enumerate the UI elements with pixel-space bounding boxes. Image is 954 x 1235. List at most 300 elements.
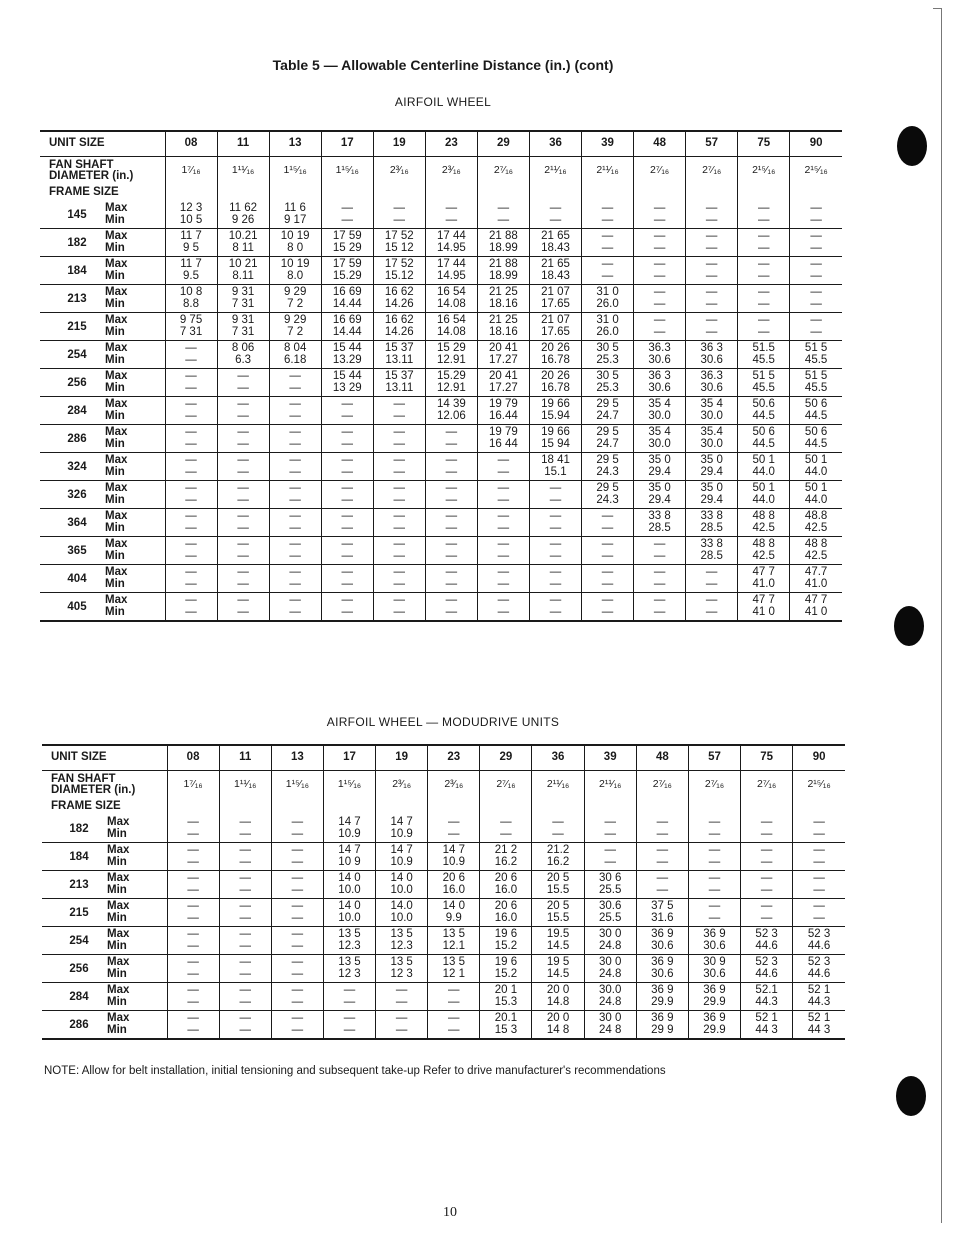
value-cell <box>790 341 842 369</box>
max-value: 14 7 <box>338 844 361 856</box>
value-cell <box>741 815 793 843</box>
max-value: — <box>185 426 197 438</box>
min-value: — <box>653 549 666 562</box>
min-value: — <box>810 213 822 226</box>
max-label: Max <box>107 928 130 940</box>
value-cell <box>480 843 532 871</box>
max-value: 13 5 <box>338 928 361 940</box>
max-value: 35 0 <box>648 454 671 466</box>
value-cell <box>219 983 271 1011</box>
min-value: 44.6 <box>755 967 778 980</box>
min-value: — <box>239 827 251 840</box>
max-value: 20 0 <box>546 1012 570 1024</box>
min-value: 18.16 <box>489 325 518 338</box>
max-value: — <box>185 510 197 522</box>
max-value: — <box>445 538 458 550</box>
min-value: 45.5 <box>752 353 775 366</box>
unit-size-cell: 29 <box>480 745 532 771</box>
min-value: — <box>601 241 614 254</box>
min-value: 30.6 <box>703 939 726 952</box>
max-value: 36 9 <box>651 956 674 968</box>
max-value: 20 26 <box>541 370 570 382</box>
min-value: 29.9 <box>651 995 674 1008</box>
value-cell <box>425 341 477 369</box>
min-value: 29.9 <box>703 995 726 1008</box>
value-cell <box>529 313 581 341</box>
max-value: — <box>237 426 249 438</box>
unit-size-cell: 75 <box>738 131 790 157</box>
max-label: Max <box>105 398 128 410</box>
value-cell <box>741 899 793 927</box>
min-value: 14.08 <box>436 325 466 338</box>
min-value: — <box>601 577 614 590</box>
value-cell <box>686 257 738 285</box>
value-cell <box>636 871 688 899</box>
frame-number: 254 <box>69 934 89 947</box>
value-cell <box>636 815 688 843</box>
value-cell <box>582 565 634 593</box>
value-cell <box>165 453 217 481</box>
min-value: — <box>289 577 301 590</box>
min-value: 30.0 <box>700 437 723 450</box>
max-value: 35 0 <box>700 482 723 494</box>
value-cell <box>738 481 790 509</box>
empty-cell <box>165 185 217 201</box>
fan-shaft-cell: 1¹⁵⁄₁₆ <box>269 157 321 186</box>
unit-size-cell: 17 <box>323 745 375 771</box>
value-cell <box>269 565 321 593</box>
frame-label <box>40 341 165 369</box>
value-cell <box>165 481 217 509</box>
fan-shaft-cell: 2¹¹⁄₁₆ <box>529 157 581 186</box>
max-value: 14 7 <box>390 844 413 856</box>
min-value: — <box>810 241 822 254</box>
max-value: 21 2 <box>494 844 518 856</box>
value-cell <box>428 843 480 871</box>
value-cell <box>321 593 373 622</box>
value-cell <box>321 565 373 593</box>
min-value: — <box>237 465 249 478</box>
empty-cell <box>582 185 634 201</box>
max-min-labels <box>105 427 127 450</box>
value-cell <box>373 369 425 397</box>
min-value: — <box>445 465 458 478</box>
value-cell <box>738 593 790 622</box>
min-value: 29.4 <box>700 465 723 478</box>
min-value: — <box>656 883 669 896</box>
min-value: 14.95 <box>436 241 466 254</box>
value-cell <box>584 955 636 983</box>
value-cell <box>323 899 375 927</box>
value-cell <box>634 425 686 453</box>
max-value: 14 7 <box>390 816 413 828</box>
max-value: — <box>393 398 406 410</box>
min-label: Min <box>105 297 125 310</box>
binder-hole-middle <box>894 606 924 646</box>
value-cell <box>477 369 529 397</box>
frame-label <box>40 229 165 257</box>
max-value: — <box>705 202 718 214</box>
max-value: 29 5 <box>596 454 619 466</box>
max-value: — <box>341 426 353 438</box>
max-value: 20 41 <box>489 370 518 382</box>
min-value: 16.0 <box>442 883 465 896</box>
value-cell <box>636 1011 688 1040</box>
max-value: 17 52 <box>384 258 414 270</box>
min-value: — <box>549 605 562 618</box>
empty-cell <box>793 799 845 815</box>
max-value: — <box>341 202 353 214</box>
fan-shaft-cell: 1¹¹⁄₁₆ <box>219 771 271 800</box>
frame-number: 365 <box>67 544 87 557</box>
max-value: 14 7 <box>442 844 465 856</box>
value-cell <box>219 955 271 983</box>
empty-cell <box>532 799 584 815</box>
max-value: — <box>393 510 406 522</box>
value-cell <box>636 843 688 871</box>
table-row <box>40 537 842 565</box>
max-value: 47 7 <box>752 594 775 606</box>
min-value: 44.5 <box>804 409 828 422</box>
min-value: 10.9 <box>338 827 361 840</box>
min-value: 24 8 <box>599 1023 622 1036</box>
min-value: — <box>448 995 460 1008</box>
unit-size-label: UNIT SIZE <box>42 745 167 771</box>
max-value: 30 0 <box>599 1012 622 1024</box>
max-value: 35 4 <box>700 398 723 410</box>
max-value: 21 88 <box>489 258 518 270</box>
value-cell <box>321 257 373 285</box>
min-value: — <box>237 549 249 562</box>
min-value: 24.8 <box>599 995 622 1008</box>
frame-label <box>40 537 165 565</box>
min-value: 10.9 <box>390 855 413 868</box>
min-value: — <box>185 577 197 590</box>
max-value: — <box>653 286 666 298</box>
footnote: NOTE: Allow for belt installation, initial tensioning and subsequent take-up Refer to drive manufacturer's recommendations <box>44 1065 666 1077</box>
min-value: 10 9 <box>338 855 361 868</box>
min-value: — <box>708 883 721 896</box>
value-cell <box>373 481 425 509</box>
value-cell <box>376 815 428 843</box>
value-cell <box>738 425 790 453</box>
min-value: 14.26 <box>384 297 414 310</box>
value-cell <box>165 313 217 341</box>
min-value: — <box>237 381 249 394</box>
value-cell <box>165 565 217 593</box>
value-cell <box>480 955 532 983</box>
frame-number: 326 <box>67 488 87 501</box>
max-value: — <box>705 314 718 326</box>
table-row <box>40 509 842 537</box>
value-cell <box>271 983 323 1011</box>
min-label: Min <box>105 325 125 338</box>
value-cell <box>634 313 686 341</box>
value-cell <box>738 313 790 341</box>
max-label: Max <box>105 454 128 466</box>
max-value: — <box>445 566 458 578</box>
max-value: — <box>237 594 249 606</box>
min-value: 24.8 <box>599 967 622 980</box>
min-value: — <box>653 297 666 310</box>
value-cell <box>688 843 740 871</box>
min-value: 31.6 <box>651 911 674 924</box>
max-value: 35 4 <box>648 426 671 438</box>
max-value: 11 6 <box>284 202 306 214</box>
min-value: 17.65 <box>541 297 570 310</box>
fan-shaft-row <box>42 771 845 800</box>
max-value: — <box>289 426 301 438</box>
min-value: — <box>393 437 406 450</box>
value-cell <box>373 341 425 369</box>
max-value: — <box>289 370 301 382</box>
max-value: — <box>341 398 353 410</box>
page-edge-line <box>941 8 942 1223</box>
value-cell <box>477 425 529 453</box>
max-value: 10 19 <box>280 258 310 270</box>
value-cell <box>584 871 636 899</box>
table-title: Table 5 — Allowable Centerline Distance (in.) (cont) <box>272 57 614 73</box>
max-value: — <box>341 454 353 466</box>
frame-number: 364 <box>67 516 87 529</box>
max-value: — <box>813 816 825 828</box>
frame-label <box>42 983 167 1011</box>
max-value: — <box>448 816 460 828</box>
value-cell <box>688 1011 740 1040</box>
empty-cell <box>688 799 740 815</box>
max-value: — <box>289 510 301 522</box>
value-cell <box>425 313 477 341</box>
max-value: — <box>757 202 770 214</box>
max-value: — <box>239 816 251 828</box>
value-cell <box>477 593 529 622</box>
min-value: 44 3 <box>755 1023 778 1036</box>
value-cell <box>271 871 323 899</box>
max-value: 11 7 <box>180 258 202 270</box>
min-value: 25.3 <box>596 353 619 366</box>
max-value: — <box>656 872 669 884</box>
min-value: 14.5 <box>546 967 570 980</box>
max-value: 19 66 <box>541 398 570 410</box>
value-cell <box>425 397 477 425</box>
value-cell <box>217 453 269 481</box>
max-value: 17 44 <box>436 258 466 270</box>
value-cell <box>738 285 790 313</box>
max-value: — <box>757 286 770 298</box>
max-value: — <box>810 286 822 298</box>
value-cell <box>790 453 842 481</box>
value-cell <box>634 509 686 537</box>
frame-number: 254 <box>67 348 87 361</box>
max-label: Max <box>105 426 128 438</box>
max-value: 17 59 <box>332 258 362 270</box>
max-value: 37 5 <box>651 900 674 912</box>
max-value: 10 8 <box>179 286 203 298</box>
frame-label <box>40 453 165 481</box>
min-value: — <box>393 409 406 422</box>
table-row <box>40 313 842 341</box>
max-value: 30.0 <box>599 984 622 996</box>
min-value: — <box>289 381 301 394</box>
frame-number: 405 <box>67 600 87 613</box>
frame-number: 145 <box>67 208 87 221</box>
max-value: — <box>393 566 406 578</box>
value-cell <box>529 481 581 509</box>
fan-shaft-cell: 1¹⁵⁄₁₆ <box>321 157 373 186</box>
value-cell <box>269 397 321 425</box>
min-value: 12 3 <box>338 967 361 980</box>
empty-cell <box>686 185 738 201</box>
min-value: 44.0 <box>752 493 775 506</box>
min-label: Min <box>105 409 125 422</box>
min-label: Min <box>105 549 125 562</box>
unit-size-cell: 90 <box>790 131 842 157</box>
min-label: Min <box>107 995 127 1008</box>
value-cell <box>480 899 532 927</box>
fan-shaft-label <box>40 157 165 186</box>
value-cell <box>428 983 480 1011</box>
min-value: — <box>760 855 773 868</box>
min-value: — <box>445 437 458 450</box>
min-value: — <box>497 549 510 562</box>
value-cell <box>269 285 321 313</box>
empty-cell <box>584 799 636 815</box>
value-cell <box>321 313 373 341</box>
value-cell <box>373 313 425 341</box>
min-value: — <box>705 577 718 590</box>
max-value: — <box>549 566 562 578</box>
max-value: 15 37 <box>384 342 414 354</box>
min-value: — <box>760 883 773 896</box>
max-value: 50.6 <box>752 398 775 410</box>
value-cell <box>269 481 321 509</box>
min-value: 45.5 <box>804 381 828 394</box>
value-cell <box>688 955 740 983</box>
value-cell <box>529 397 581 425</box>
max-value: — <box>445 454 458 466</box>
value-cell <box>376 1011 428 1040</box>
table-row <box>42 983 845 1011</box>
max-value: — <box>341 594 353 606</box>
min-label: Min <box>105 213 125 226</box>
min-value: 15.1 <box>544 465 567 478</box>
min-value: 16.2 <box>494 855 518 868</box>
value-cell <box>477 341 529 369</box>
value-cell <box>425 285 477 313</box>
value-cell <box>165 229 217 257</box>
max-value: 20 6 <box>494 872 518 884</box>
max-value: 20 6 <box>442 872 465 884</box>
max-value: — <box>239 956 251 968</box>
min-value: — <box>757 241 770 254</box>
value-cell <box>582 257 634 285</box>
max-value: — <box>187 816 199 828</box>
value-cell <box>477 257 529 285</box>
value-cell <box>741 871 793 899</box>
min-value: 12.3 <box>338 939 361 952</box>
value-cell <box>271 899 323 927</box>
max-label: Max <box>105 370 128 382</box>
max-value: — <box>239 984 251 996</box>
max-value: — <box>187 1012 199 1024</box>
fan-shaft-cell: 1⁷⁄₁₆ <box>165 157 217 186</box>
min-value: 17.27 <box>489 381 518 394</box>
binder-hole-top <box>897 126 927 166</box>
min-label: Min <box>107 855 127 868</box>
max-min-labels <box>107 929 129 952</box>
max-value: — <box>343 1012 356 1024</box>
max-value: 21 07 <box>541 286 570 298</box>
max-label: Max <box>105 314 128 326</box>
value-cell <box>269 509 321 537</box>
max-value: — <box>237 398 249 410</box>
min-value: 15 94 <box>541 437 570 450</box>
fan-shaft-cell: 2⁷⁄₁₆ <box>688 771 740 800</box>
max-value: 36 3 <box>700 342 723 354</box>
min-value: — <box>549 549 562 562</box>
max-value: 9 31 <box>231 314 255 326</box>
min-value: 8.11 <box>232 269 254 282</box>
value-cell <box>532 871 584 899</box>
value-cell <box>532 927 584 955</box>
value-cell <box>425 229 477 257</box>
max-min-labels <box>105 343 127 366</box>
max-value: 36 9 <box>703 1012 726 1024</box>
frame-size-label: FRAME SIZE <box>49 186 119 199</box>
value-cell <box>584 899 636 927</box>
max-value: — <box>497 510 510 522</box>
max-value: — <box>291 956 304 968</box>
value-cell <box>269 229 321 257</box>
max-value: 21 25 <box>489 314 518 326</box>
frame-size-label: FRAME SIZE <box>51 800 121 813</box>
max-value: 13 5 <box>390 928 413 940</box>
value-cell <box>790 229 842 257</box>
min-value: 8 11 <box>232 241 254 254</box>
value-cell <box>376 955 428 983</box>
min-value: — <box>185 605 197 618</box>
max-value: 15 44 <box>332 342 362 354</box>
max-value: — <box>187 900 199 912</box>
min-value: — <box>549 577 562 590</box>
max-value: 16 62 <box>384 314 414 326</box>
max-value: — <box>705 286 718 298</box>
min-value: 12.1 <box>442 939 465 952</box>
max-value: — <box>810 314 822 326</box>
min-value: — <box>653 325 666 338</box>
min-value: — <box>705 269 718 282</box>
value-cell <box>738 509 790 537</box>
max-value: — <box>810 202 822 214</box>
max-value: — <box>757 230 770 242</box>
value-cell <box>634 285 686 313</box>
min-value: 30.6 <box>703 967 726 980</box>
min-label: Min <box>107 1023 127 1036</box>
value-cell <box>480 983 532 1011</box>
max-value: — <box>497 594 510 606</box>
max-value: 14 0 <box>442 900 465 912</box>
max-value: 13 5 <box>442 956 465 968</box>
max-value: 36 9 <box>651 928 674 940</box>
frame-number: 215 <box>69 906 89 919</box>
min-value: — <box>185 409 197 422</box>
max-value: — <box>813 900 825 912</box>
min-label: Min <box>105 241 125 254</box>
max-min-labels <box>105 399 127 422</box>
value-cell <box>167 955 219 983</box>
max-min-labels <box>105 203 127 226</box>
max-value: 14 7 <box>338 816 361 828</box>
